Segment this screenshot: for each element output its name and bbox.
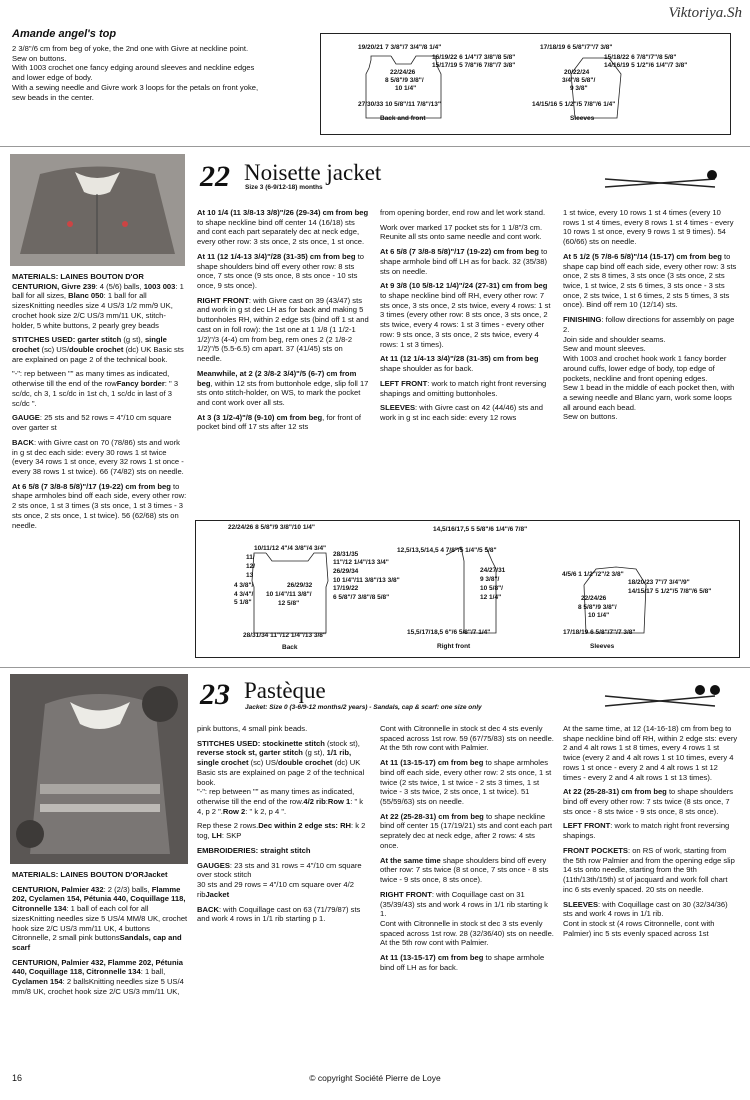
paragraph bbox=[563, 208, 738, 247]
bold-run: 1003 003 bbox=[143, 281, 176, 291]
text-run: (g st), bbox=[302, 748, 327, 758]
dimension-label: 11/ bbox=[246, 554, 255, 561]
text-run: to shape armholes bind off each side, every other row: 2 sts once, 1 st 3 times (3 sts once, 1 st 3 times - 3 sts once, 2 sts once, 1 st twice). 56 (62/68) sts on needle. bbox=[12, 481, 187, 530]
paragraph bbox=[197, 252, 369, 291]
bold-run: double crochet bbox=[68, 345, 124, 355]
paragraph bbox=[380, 247, 555, 276]
paragraph bbox=[12, 482, 187, 531]
noisette-number: 22 bbox=[200, 160, 230, 193]
dimension-label: 15/18/22 6 7/8"/7"/8 5/8" bbox=[604, 54, 677, 61]
divider-2 bbox=[0, 667, 750, 668]
bold-run: GAUGES bbox=[197, 860, 230, 870]
bold-run: EMBROIDERIES: straight stitch bbox=[197, 845, 311, 855]
text-run: , for front of pocket bind off 17 sts after 12 sts bbox=[197, 412, 361, 432]
text-run: : work to match right front reversing shapings and omitting buttonholes. bbox=[380, 378, 547, 398]
text-run: Knitting needles size 5 US/4 MM/8 UK, crochet hook size 2/C US/3 mm/11 UK, 4 buttons Citronnelle, 2 small pink buttons bbox=[12, 913, 188, 943]
dimension-label: 8 5/8"/9 3/8"/ bbox=[578, 604, 617, 611]
text-run: At the same time, at 12 (14-16-18) cm from beg to shape neckline bind off RH, within 2 edge sts: every 2 and 4 alt rows 1 st 8 times, every 4 rows 1 st twice (every 2 and 4 alt rows 1 st 10 times, every 4 rows 1 st once - every 2 and 4 alt rows 1 st 12 times - every 2 and 4 alt rows 1 st 13 times). bbox=[563, 724, 738, 782]
text-run: : with Givre cast on 39 (43/47) sts and work in g st dec LH as for back and making 5 buttonholes RH, within 2 edge sts (bind off 1 st and cast on in foll row): the 1st one at 1 1/8 (1 1/2-1 1/2)"/3 (4-4) cm from beg, rem ones 2 (2 1/8-2 1/2)"/5 (5.5-6.5) cm apart. 37 (41/45) sts on needle. bbox=[197, 295, 369, 364]
dimension-label: 22/24/26 bbox=[390, 69, 416, 76]
text-run: (sc) US/ bbox=[39, 345, 69, 355]
dimension-label: 17/18/19 6 5/8"/7"/7 3/8" bbox=[540, 44, 613, 51]
dimension-label: 15/17/19 5 7/8"/6 7/8"/7 3/8" bbox=[432, 62, 516, 69]
paragraph bbox=[380, 890, 555, 948]
bold-run: Jacket bbox=[143, 870, 168, 879]
text-run: : follow directions for assembly on page 2. Join side and shoulder seams. Sew and mount sleeves. With 1003 and crochet hook work 1 fancy border around cuffs, lower edge of body, top edge of pockets, neckline and front opening edges. Sew 1 bead in the middle of each pocket then, with a sewing needle and Blanc yarn, work some loops all around each bead. Sew on buttons. bbox=[563, 315, 735, 422]
bold-run: At 3 (3 1/2-4)"/8 (9-10) cm from beg bbox=[197, 412, 323, 422]
dimension-label: 17/18/19 6 5/8"/7"/7 3/8" bbox=[563, 629, 636, 636]
text-run: (dc) UK Basic sts are explained on page 2 of the technical book. "-": rep between "" as many times as indicated, otherwise till the end of the row. bbox=[197, 758, 365, 807]
dimension-label: Sleeves bbox=[590, 643, 615, 650]
paragraph bbox=[380, 223, 555, 242]
text-run: : with Coquillage cast on 31 (35/39/43) sts and work 4 rows in 1/1 rib starting k 1. Cont with Citronnelle in stock st dec 3 sts evenly spaced across 1st row. 28 (32/36/40) sts on needle. At the 5th row cont with Palmier. bbox=[380, 889, 554, 948]
paragraph bbox=[197, 369, 369, 408]
bold-run: Flamme 202, Cyclamen 154, Pétunia 440, Coquillage 118, Citronnelle 134 bbox=[12, 884, 186, 914]
text-run: shape shoulders bind off every other row: 7 sts twice (8 st once, 7 sts once - 8 sts twice - 9 sts once, 8 sts once). bbox=[380, 855, 549, 885]
text-run: (dc) UK Basic sts are explained on page 2 of the technical book. bbox=[12, 345, 184, 364]
dimension-label: 17/19/22 bbox=[333, 585, 359, 592]
bold-run: SLEEVES bbox=[563, 899, 599, 909]
knitting-needles-icon bbox=[600, 165, 730, 195]
text-run: Knitting needles size 4 US/3 1/2 mm/9 UK, crochet hook size 2/C US/3 mm/11 UK, stitch-holder, 5 white buttons, 2 pearly grey beads bbox=[12, 301, 173, 330]
text-run: : 4 (5/6) balls, bbox=[95, 281, 144, 291]
top-line: and lower edge of body. bbox=[12, 73, 93, 83]
bold-run: STITCHES USED: garter stitch bbox=[12, 335, 122, 345]
paragraph bbox=[563, 900, 738, 939]
text-run: (sc) US/ bbox=[248, 758, 279, 768]
text-run: : 2 balls bbox=[62, 977, 89, 987]
dimension-label: 13 bbox=[246, 572, 254, 579]
paragraph bbox=[12, 870, 190, 880]
text-run: to shape neckline bind off RH, every other row: 7 sts once, 3 sts once, 2 sts twice, every 4 rows: 1 st 3 times (every other row: 8 sts once, 3 sts once, 2 sts twice, every 4 rows: 1 st 3 times - every other row: 9 sts once, 3 sts once, 2 sts twice, every 4 rows: 1 st 3 times). bbox=[380, 291, 551, 349]
dimension-label: 8 5/8"/9 3/8"/ bbox=[385, 77, 424, 84]
text-run: : on RS of work, starting from the 5th row Palmier and from the opening edge slip 14 sts onto needle, starting from the 9th (11th/13th/15th) st of jacquard and work foll chart inc 6 sts evenly spaced. 20 sts on needle. bbox=[563, 845, 735, 894]
paragraph bbox=[563, 315, 738, 422]
bold-run: MATERIALS: LAINES BOUTON D'OR bbox=[12, 870, 144, 879]
paragraph bbox=[563, 846, 738, 895]
bold-run: At the same time bbox=[380, 855, 441, 865]
text-run: : with Givre cast on 42 (44/46) sts and work in g st inc each side: every 12 rows bbox=[380, 403, 543, 422]
dimension-label: 12 1/4" bbox=[480, 594, 502, 601]
dimension-label: Back and front bbox=[380, 115, 426, 122]
pasteque-size: Jacket: Size 0 (3-6/9-12 months/2 years) - Sandals, cap & scarf: one size only bbox=[245, 704, 482, 711]
noisette-col3 bbox=[380, 208, 555, 428]
top-text bbox=[12, 44, 312, 102]
bold-run: GAUGE bbox=[12, 413, 40, 423]
text-run: to shape armholes bind off each side, every other row: 2 sts once, 1 st twice (2 sts twice, 1 st twice - 2 sts 3 times, 1 st twice - 3 sts twice, 2 sts once, 1 st twice). 51 (55/59/63) sts on needle. bbox=[380, 758, 552, 807]
text-run: Knitting needles size 5 US/4 mm/8 UK, crochet hook size 2/C US/3 mm/11 UK, bbox=[12, 977, 184, 996]
dimension-label: 10 1/4"/11 3/8"/ bbox=[266, 591, 312, 598]
dimension-label: 14/15/16 5 1/2"/5 7/8"/6 1/4" bbox=[532, 101, 616, 108]
text-run: from opening border, end row and let work stand. bbox=[380, 208, 546, 217]
text-run: (stock st), bbox=[324, 738, 360, 748]
bold-run: 1/1 rib, single crochet bbox=[197, 748, 352, 768]
bold-run: At 6 5/8 (7 3/8-8 5/8)"/17 (19-22) cm from beg bbox=[12, 481, 171, 491]
text-run: : k 2 tog, bbox=[197, 821, 366, 841]
dimension-label: 10 5/8"/ bbox=[480, 585, 503, 592]
text-run: : 25 sts and 52 rows = 4"/10 cm square over garter st bbox=[12, 413, 172, 433]
noisette-photo bbox=[10, 154, 185, 266]
noisette-title: Noisette jacket bbox=[244, 160, 382, 185]
text-run: : work to match right front reversing shapings. bbox=[563, 821, 730, 841]
dimension-label: 12 5/8" bbox=[278, 600, 300, 607]
bold-run: BACK bbox=[12, 437, 34, 447]
text-run: (g st), bbox=[121, 335, 145, 345]
paragraph bbox=[380, 403, 555, 422]
dimension-label: Right front bbox=[437, 643, 471, 650]
bold-run: SLEEVES bbox=[380, 403, 416, 413]
knitting-needles-icon-2 bbox=[600, 682, 730, 712]
text-run: to shape armhole bind off LH as for back. 32 (35/38) sts on needle. bbox=[380, 247, 548, 276]
paragraph bbox=[197, 905, 369, 924]
dimension-label: 18/20/23 7"/7 3/4"/9" bbox=[628, 579, 690, 586]
bold-run: At 22 (25-28-31) cm from beg bbox=[380, 811, 484, 821]
text-run: : SKP bbox=[221, 831, 242, 841]
paragraph bbox=[197, 846, 369, 856]
dimension-label: 19/20/21 7 3/8"/7 3/4"/8 1/4" bbox=[358, 44, 442, 51]
top-line: With a sewing needle and Givre work 3 loops for the petals on front yoke, bbox=[12, 82, 259, 92]
pasteque-col2 bbox=[197, 724, 369, 929]
dimension-label: 3/4"/8 5/8"/ bbox=[562, 77, 596, 84]
dimension-label: 12,5/13,5/14,5 4 7/8"/5 1/4"/5 5/8" bbox=[397, 547, 497, 554]
pasteque-materials bbox=[12, 870, 190, 1002]
paragraph bbox=[380, 354, 555, 373]
paragraph bbox=[380, 379, 555, 398]
paragraph bbox=[12, 335, 187, 364]
dimension-label: 4 3/4"/ bbox=[234, 591, 254, 598]
bold-run: At 6 5/8 (7 3/8-8 5/8)"/17 (19-22) cm from beg bbox=[380, 247, 539, 257]
paragraph bbox=[563, 821, 738, 840]
paragraph bbox=[563, 252, 738, 310]
text-run: : 23 sts and 31 rows = 4"/10 cm square over stock stitch 30 sts and 29 rows = 4"/10 cm square over 4/2 rib bbox=[197, 860, 362, 899]
dimension-label: 16/19/22 6 1/4"/7 3/8"/8 5/8" bbox=[432, 54, 516, 61]
bold-run: FRONT POCKETS bbox=[563, 845, 628, 855]
paragraph bbox=[563, 787, 738, 816]
bold-run: BACK bbox=[197, 904, 219, 914]
dimension-label: 10 1/4" bbox=[395, 85, 417, 92]
paragraph bbox=[197, 821, 369, 840]
pasteque-photo bbox=[10, 674, 188, 864]
top-line: sew beads in the center. bbox=[12, 92, 94, 102]
text-run: : " k 2, p 4 ". bbox=[245, 806, 287, 816]
text-run: to shape neckline bind off center 14 (16/18) sts and cont each part separately dec at neck edge, every other row: 3 sts once, 2 sts once, 1 st once. bbox=[197, 217, 365, 247]
paragraph bbox=[197, 739, 369, 817]
text-run: Cont with Citronnelle in stock st dec 4 sts evenly spaced across 1st row. 59 (67/75/83) sts on needle. At the 5th row cont with Palmier. bbox=[380, 724, 554, 753]
text-run: "-": rep between "" as many times as indicated, otherwise till the end of the row bbox=[12, 369, 170, 389]
bold-run: Dec within 2 edge sts: RH bbox=[258, 821, 352, 831]
dimension-label: 11"/12 1/4"/13 3/4" bbox=[333, 559, 389, 566]
page-number: 16 bbox=[12, 1073, 23, 1083]
text-run: : with Coquillage cast on 63 (71/79/87) sts and work 4 rows in 1/1 rib starting p 1. bbox=[197, 904, 361, 924]
noisette-col4 bbox=[563, 208, 738, 427]
divider bbox=[0, 146, 750, 147]
text-run: : 2 (2/3) balls, bbox=[103, 884, 152, 894]
bold-run: LH bbox=[211, 831, 222, 841]
top-line: 2 3/8"/6 cm from beg of yoke, the 2nd one with Givre at neckline point. bbox=[12, 44, 249, 53]
dimension-label: 9 3/8" bbox=[570, 85, 588, 92]
copyright: © copyright Société Pierre de Loye bbox=[309, 1073, 441, 1083]
dimension-label: 6 5/8"/7 3/8"/8 5/8" bbox=[333, 594, 390, 601]
text-run: shape shoulder as for back. bbox=[380, 364, 474, 374]
dimension-label: 10 1/4"/11 3/8"/13 3/8" bbox=[333, 577, 400, 584]
dimension-label: 28/31/35 bbox=[333, 551, 359, 558]
dimension-label: 14/16/19 5 1/2"/6 1/4"/7 3/8" bbox=[604, 62, 688, 69]
paragraph bbox=[380, 953, 555, 972]
dimension-label: 15,5/17/18,5 6"/6 5/8"/7 1/4" bbox=[407, 629, 491, 636]
pasteque-number: 23 bbox=[200, 678, 230, 711]
bold-run: double crochet bbox=[278, 758, 333, 768]
dimension-label: 9 3/8"/ bbox=[480, 576, 500, 583]
dimension-label: Sleeves bbox=[570, 115, 595, 122]
top-line: Sew on buttons. bbox=[12, 53, 67, 63]
dimension-label: 5 1/8" bbox=[234, 599, 252, 606]
text-run: : " k 4, p 2 ". bbox=[197, 797, 364, 816]
dimension-label: 22/24/26 8 5/8"/9 3/8"/10 1/4" bbox=[228, 524, 315, 531]
bold-run: At 22 (25-28-31) cm from beg bbox=[563, 787, 667, 797]
bold-run: Row 1 bbox=[327, 797, 351, 807]
paragraph bbox=[197, 861, 369, 900]
paragraph bbox=[197, 724, 369, 734]
bold-run: 4/2 rib bbox=[303, 797, 326, 807]
bold-run: Cyclamen 154 bbox=[12, 977, 63, 987]
bold-run: At 11 (12 1/4-13 3/4)"/28 (31-35) cm from beg bbox=[380, 354, 539, 364]
top-line: With 1003 crochet one fancy edging around sleeves and neckline edges bbox=[12, 63, 255, 73]
bold-run: RIGHT FRONT bbox=[197, 295, 249, 305]
dimension-label: 20/22/24 bbox=[564, 69, 590, 76]
paragraph bbox=[12, 438, 187, 477]
bold-run: At 11 (13-15-17) cm from beg bbox=[380, 758, 484, 768]
text-run: : with Coquillage cast on 30 (32/34/36) sts and work 4 rows in 1/1 rib. Cont in stock st (4 rows Citronnelle, cont with Palmier) inc 5 sts evenly spaced across 1st bbox=[563, 899, 728, 938]
text-run: : 1 ball of each col for all sizes bbox=[12, 904, 149, 923]
bold-run: STITCHES USED: stockinette stitch bbox=[197, 738, 325, 748]
bold-run: Fancy border bbox=[116, 379, 165, 389]
text-run: : 1 ball, bbox=[140, 967, 166, 977]
dimension-label: 24/27/31 bbox=[480, 567, 506, 574]
dimension-label: 4 3/8"/ bbox=[234, 582, 254, 589]
text-run: Work over marked 17 pocket sts for 1 1/8"/3 cm. Reunite all sts onto same needle and cont work. bbox=[380, 222, 543, 242]
paragraph bbox=[380, 856, 555, 885]
dimension-label: 26/29/34 bbox=[333, 568, 359, 575]
text-run: : with Givre cast on 70 (78/86) sts and work in g st dec each side: every 30 rows 1 st twice (every 34 rows 1 st once, every 32 rows 1 st once - every 38 rows 1 st twice). 66 (74/82) sts on needle. bbox=[12, 437, 184, 476]
bold-run: Blanc 050 bbox=[68, 291, 104, 301]
text-run: 1 st twice, every 10 rows 1 st 4 times (every 10 rows 1 st 4 times, every 8 rows 1 st 4 times - every 10 rows 1 st once, every 9 rows 1 st 9 times). 54 (60/66) sts on needle. bbox=[563, 208, 734, 247]
bold-run: Jacket bbox=[205, 889, 230, 899]
text-run: to shape shoulders bind off every other row: 8 sts once, 7 sts once (9 sts once, 8 sts once - 10 sts once, 9 sts once). bbox=[197, 251, 364, 291]
bold-run: RIGHT FRONT bbox=[380, 889, 432, 899]
text-run: : bbox=[325, 797, 328, 807]
dimension-label: 14/15/17 5 1/2"/5 7/8"/6 5/8" bbox=[628, 588, 712, 595]
text-run: : 1 ball for all sizes, bbox=[12, 281, 184, 301]
paragraph bbox=[12, 272, 187, 330]
dimension-label: 14,5/16/17,5 5 5/8"/6 1/4"/6 7/8" bbox=[433, 526, 528, 533]
bold-run: CENTURION, Palmier 432 bbox=[12, 884, 104, 894]
paragraph bbox=[12, 958, 190, 997]
noisette-materials bbox=[12, 272, 187, 535]
bold-run: CENTURION, Palmier 432, Flamme 202, Pétunia 440, Coquillage 118, Citronnelle 134 bbox=[12, 957, 183, 977]
dimension-label: Back bbox=[282, 644, 298, 651]
signature-logo: Viktoriya.Sh bbox=[668, 5, 742, 21]
text-run: Rep these 2 rows. bbox=[197, 821, 259, 831]
bold-run: At 11 (12 1/4-13 3/4)"/28 (31-35) cm from beg bbox=[197, 251, 356, 261]
bold-run: At 10 1/4 (11 3/8-13 3/8)"/26 (29-34) cm from beg bbox=[197, 208, 369, 217]
bold-run: At 5 1/2 (5 7/8-6 5/8)"/14 (15-17) cm from beg bbox=[563, 251, 722, 261]
paragraph bbox=[380, 281, 555, 349]
bold-run: Row 2 bbox=[222, 806, 246, 816]
text-run: to shape shoulders bind off every other row: 7 sts twice (8 sts once, 7 sts once - 8 sts twice - 9 sts once, 8 sts once). bbox=[563, 787, 734, 816]
bold-run: At 11 (13-15-17) cm from beg bbox=[380, 953, 484, 963]
noisette-size: Size 3 (6-9/12-18) months bbox=[245, 184, 323, 191]
paragraph bbox=[12, 885, 190, 953]
paragraph bbox=[380, 812, 555, 851]
dimension-label: 28/31/34 11"/12 1/4"/13 3/8" bbox=[243, 632, 326, 639]
paragraph bbox=[12, 413, 187, 432]
dimension-label: 22/24/26 bbox=[581, 595, 607, 602]
top-title: Amande angel's top bbox=[12, 28, 117, 40]
dimension-label: 10 1/4" bbox=[588, 612, 610, 619]
pasteque-col4 bbox=[563, 724, 738, 943]
noisette-col2 bbox=[197, 208, 369, 437]
bold-run: LEFT FRONT bbox=[380, 378, 428, 388]
bold-run: Sandals, cap and scarf bbox=[12, 933, 182, 953]
bold-run: At 9 3/8 (10 5/8-12 1/4)"/24 (27-31) cm from beg bbox=[380, 281, 548, 291]
dimension-label: 27/30/33 10 5/8"/11 7/8"/13" bbox=[358, 101, 441, 108]
bold-run: LEFT FRONT bbox=[563, 821, 611, 831]
bold-run: reverse stock st, garter stitch bbox=[197, 748, 303, 758]
pasteque-title: Pastèque bbox=[244, 678, 326, 703]
text-run: , within 12 sts from buttonhole edge, slip foll 17 sts onto stitch-holder, on WS, to mark the pocket and cont work over all sts. bbox=[197, 378, 369, 407]
dimension-label: 26/29/32 bbox=[287, 582, 313, 589]
paragraph bbox=[197, 296, 369, 364]
text-run: : " 3 sc/dc, ch 3, 1 sc/dc in 1st ch, 1 sc/dc in last of 3 sc/dc ". bbox=[12, 379, 179, 408]
paragraph bbox=[380, 758, 555, 807]
dimension-label: 4/5/6 1 1/2"/2"/2 3/8" bbox=[562, 571, 624, 578]
bold-run: FINISHING bbox=[563, 315, 602, 325]
text-run: pink buttons, 4 small pink beads. bbox=[197, 724, 308, 733]
bold-run: single crochet bbox=[12, 335, 167, 355]
paragraph bbox=[380, 208, 555, 218]
text-run: to shape neckline bind off center 15 (17/19/21) sts and cont each part seprately dec at neck edge, after 2 rows: 4 sts once. bbox=[380, 811, 553, 850]
text-run: to shape armhole bind off LH as for back. bbox=[380, 953, 545, 972]
dimension-label: 12/ bbox=[246, 563, 256, 570]
pasteque-col3 bbox=[380, 724, 555, 978]
paragraph bbox=[12, 369, 187, 408]
dimension-label: 10/11/12 4"/4 3/8"/4 3/4" bbox=[254, 545, 327, 552]
paragraph bbox=[563, 724, 738, 782]
paragraph bbox=[197, 208, 369, 247]
text-run: to shape cap bind off each side, every other row: 3 sts once, 2 sts 8 times, 3 sts once (3 sts once, 2 sts twice, 1 st twice, 2 sts 6 times, 3 sts once - 3 sts once, 2 sts twice, 1 st 6 times, 2 sts 5 times, 3 sts once). Bind off rem 10 (12/14) sts. bbox=[563, 251, 737, 310]
paragraph bbox=[380, 724, 555, 753]
bold-run: MATERIALS: LAINES BOUTON D'OR CENTURION, Givre 239 bbox=[12, 272, 144, 291]
paragraph bbox=[197, 413, 369, 432]
text-run: : 1 ball for all sizes bbox=[12, 291, 147, 311]
bold-run: Meanwhile, at 2 (2 3/8-2 3/4)"/5 (6-7) cm from beg bbox=[197, 368, 357, 388]
